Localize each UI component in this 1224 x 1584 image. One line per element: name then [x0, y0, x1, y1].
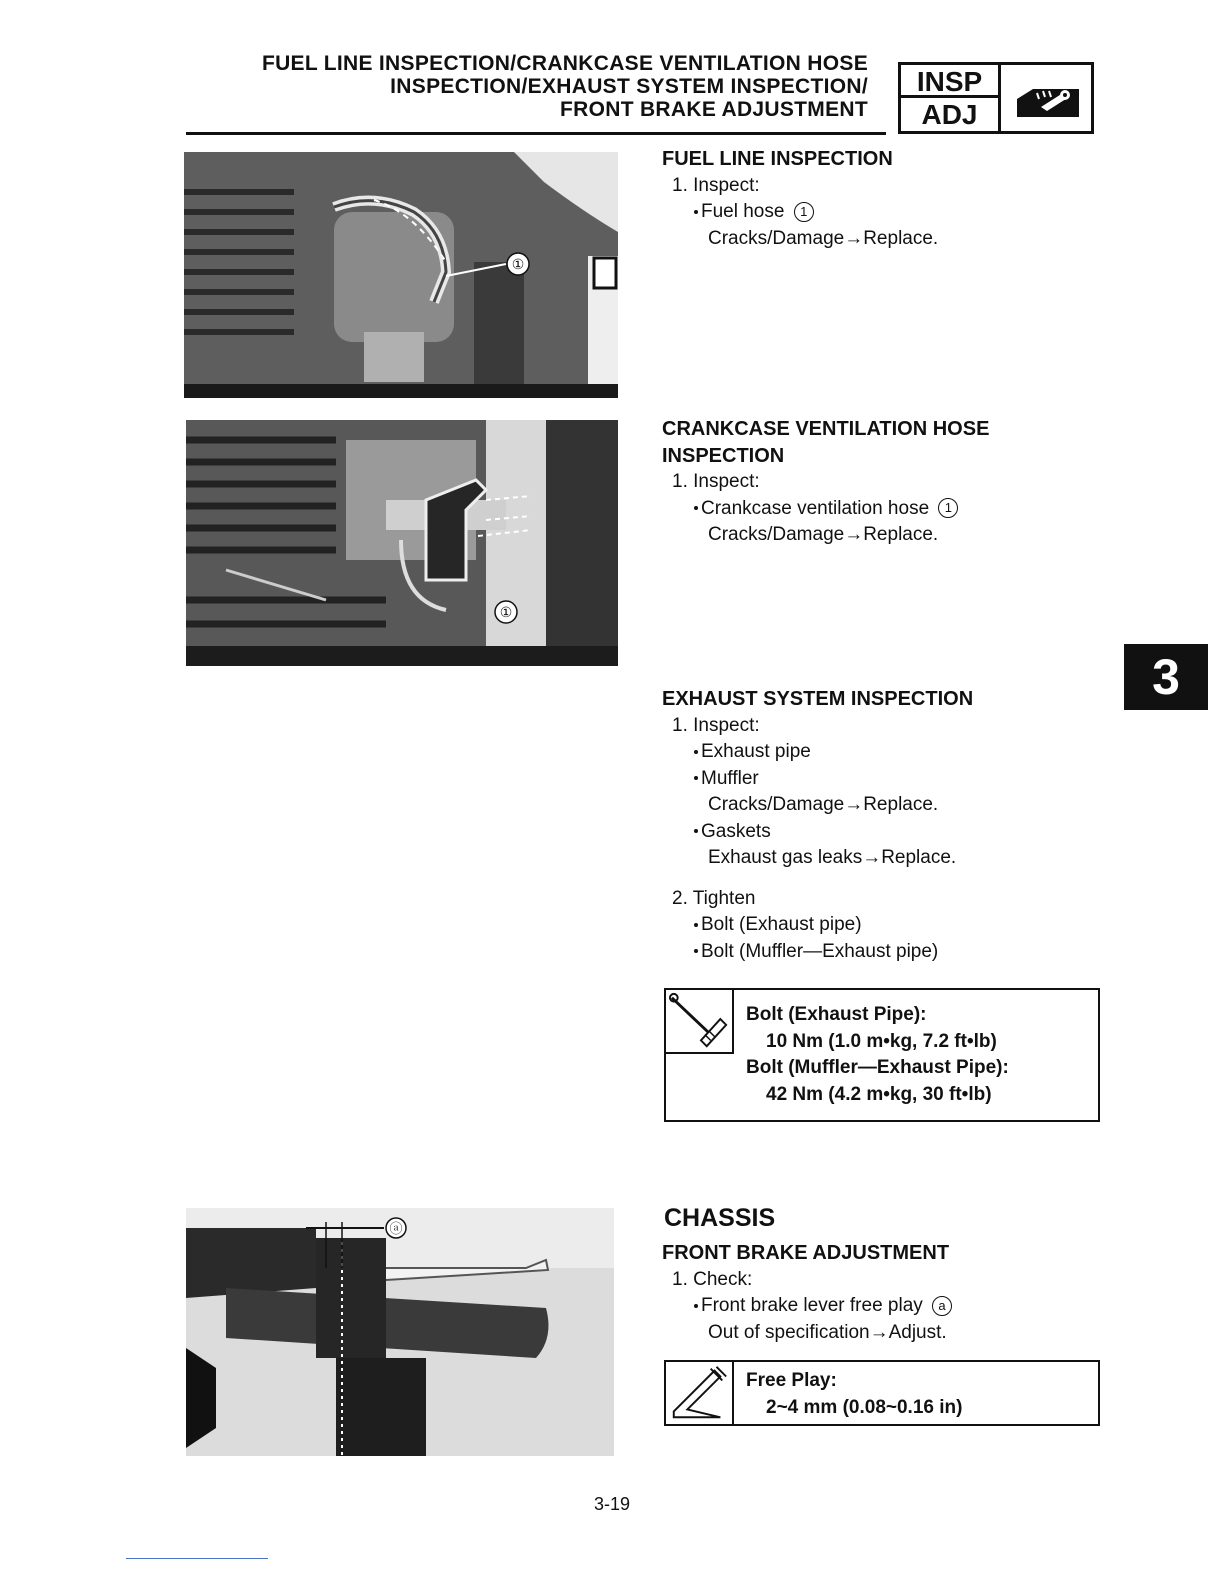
bolt-muffler-label: Bolt (Muffler—Exhaust pipe)	[701, 940, 939, 962]
fuel-hose-photo	[184, 152, 618, 398]
bolt-exhaust-pipe-label: Bolt (Exhaust pipe)	[701, 914, 862, 935]
bullet-dot	[694, 506, 698, 510]
brake-photo-callout-a: ⓐ	[389, 1221, 403, 1236]
brake-lever-free-play-label: Front brake lever free play	[701, 1295, 923, 1316]
crankcase-hose-ref: 1	[938, 498, 958, 518]
exhaust-torque-spec-box	[664, 988, 1100, 1122]
header-title-line-3: FRONT BRAKE ADJUSTMENT	[560, 98, 868, 121]
exhaust-step-1: 1. Inspect:	[672, 714, 760, 736]
exhaust-result-2: Exhaust gas leaks→Replace.	[708, 847, 957, 868]
torque-wrench-icon	[666, 990, 734, 1054]
badge-adj-label: ADJ	[921, 99, 978, 130]
exhaust-bullet-3	[662, 819, 973, 846]
spec-bolt-exhaust-pipe: Bolt (Exhaust Pipe):	[746, 1004, 927, 1025]
free-play-spec-box	[664, 1360, 1100, 1426]
exhaust-section	[662, 686, 973, 965]
fuel-hose-label: Fuel hose	[701, 201, 785, 222]
chapter-tab: 3	[1124, 644, 1208, 710]
badge-insp-label: INSP	[901, 65, 998, 98]
spec-free-play-label: Free Play:	[746, 1370, 837, 1391]
fuel-line-step-1: 1. Inspect:	[672, 174, 760, 196]
bullet-dot	[694, 776, 698, 780]
crankcase-result-1: Cracks/Damage→Replace.	[708, 524, 939, 545]
spec-bolt-exhaust-pipe-value: 10 Nm (1.0 m•kg, 7.2 ft•lb)	[766, 1030, 997, 1052]
bullet-dot	[694, 1304, 698, 1308]
page-number: 3-19	[593, 1494, 631, 1514]
fuel-photo-callout-1: ①	[511, 256, 525, 272]
front-brake-step-1: 1. Check:	[672, 1268, 753, 1290]
footer-rule	[126, 1558, 268, 1559]
exhaust-bullet-4	[662, 912, 973, 939]
gaskets-label: Gaskets	[701, 820, 771, 842]
crankcase-bullet-1	[662, 496, 989, 523]
bullet-dot	[694, 210, 698, 214]
spec-free-play-value: 2~4 mm (0.08~0.16 in)	[766, 1396, 963, 1418]
chassis-heading: CHASSIS	[664, 1204, 776, 1232]
spec-bolt-muffler-value: 42 Nm (4.2 m•kg, 30 ft•lb)	[766, 1083, 992, 1105]
exhaust-step-2: 2. Tighten	[672, 887, 756, 909]
fuel-line-bullet-1	[662, 199, 938, 226]
wrench-tool-icon	[1013, 81, 1083, 119]
exhaust-bullet-1	[662, 739, 973, 766]
caliper-gauge-icon	[666, 1362, 734, 1424]
fuel-line-section	[662, 146, 938, 252]
front-brake-title: FRONT BRAKE ADJUSTMENT	[662, 1242, 950, 1264]
bullet-dot	[694, 923, 698, 927]
bullet-dot	[694, 949, 698, 953]
crankcase-hose-label: Crankcase ventilation hose	[701, 497, 930, 519]
crankcase-hose-photo	[186, 420, 618, 666]
bullet-dot	[694, 829, 698, 833]
muffler-label: Muffler	[701, 767, 759, 789]
crankcase-title-line-1: CRANKCASE VENTILATION HOSE	[662, 418, 990, 440]
front-brake-result-1: Out of specification→Adjust.	[708, 1321, 947, 1343]
fuel-hose-ref: 1	[794, 202, 814, 222]
header-rule	[186, 132, 886, 135]
exhaust-bullet-2	[662, 766, 973, 793]
crankcase-photo-callout-1: ①	[499, 604, 513, 620]
exhaust-pipe-label: Exhaust pipe	[701, 741, 811, 762]
page-header-title	[262, 52, 868, 121]
crankcase-step-1: 1. Inspect:	[672, 471, 760, 492]
insp-adj-badge	[898, 62, 1094, 134]
header-title-line-2: INSPECTION/EXHAUST SYSTEM INSPECTION/	[390, 75, 868, 98]
fuel-line-result-1: Cracks/Damage→Replace.	[708, 227, 939, 249]
badge-label-column	[901, 65, 1001, 131]
exhaust-result-1: Cracks/Damage→Replace.	[708, 794, 939, 815]
front-brake-section	[662, 1240, 952, 1346]
exhaust-bullet-5	[662, 939, 973, 966]
fuel-line-title: FUEL LINE INSPECTION	[662, 148, 893, 170]
header-title-line-1: FUEL LINE INSPECTION/CRANKCASE VENTILATION HOSE	[261, 52, 868, 75]
crankcase-title-line-2: INSPECTION	[662, 444, 785, 467]
brake-free-play-ref: a	[932, 1296, 952, 1316]
exhaust-title: EXHAUST SYSTEM INSPECTION	[662, 688, 974, 710]
bullet-dot	[694, 750, 698, 754]
crankcase-section	[662, 416, 989, 549]
spec-bolt-muffler: Bolt (Muffler—Exhaust Pipe):	[746, 1057, 1009, 1078]
brake-lever-photo	[186, 1208, 614, 1456]
front-brake-bullet-1	[662, 1293, 952, 1320]
